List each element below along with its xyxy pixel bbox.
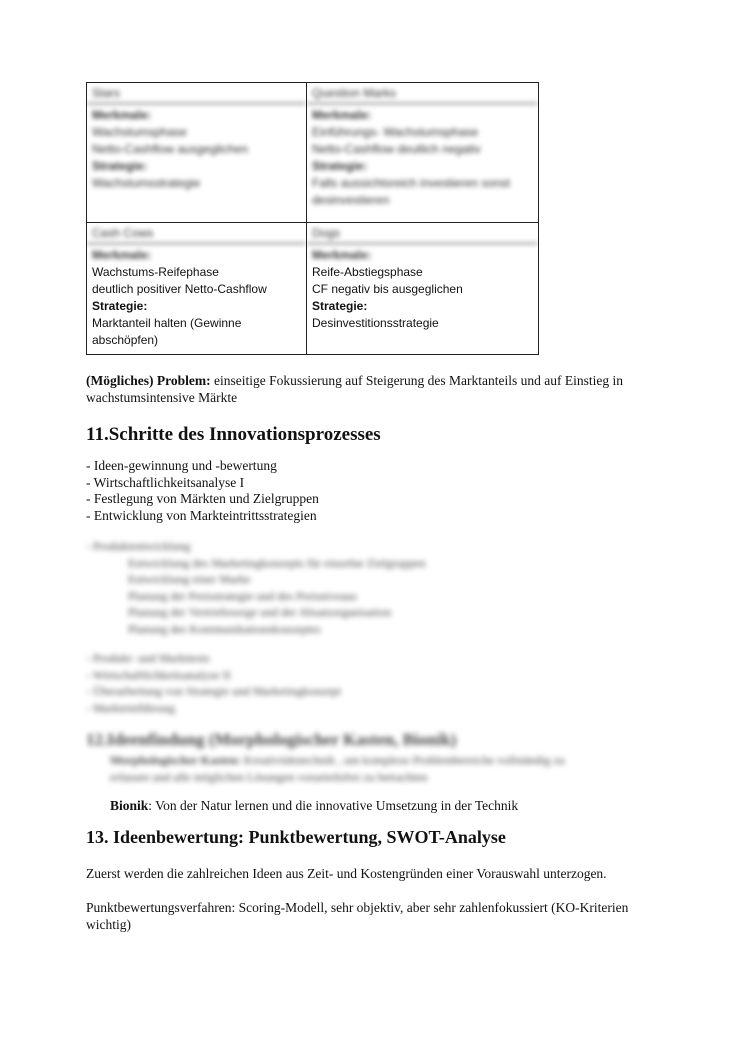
cell-line: deutlich positiver Netto-Cashflow [92,282,267,296]
strategie-label: Strategie: [312,299,368,313]
strategie-label: Strategie: [92,159,148,173]
strategie-label: Strategie: [92,299,148,313]
list-item: - Wirtschaftlichkeitsanalyse I [86,474,245,490]
list-item: - Überarbeitung von Strategie und Marketingkonzept [86,684,341,698]
merkmale-label: Merkmale: [312,108,372,122]
cell-line: CF negativ bis ausgeglichen [312,282,463,296]
innovation-steps-list [86,458,319,524]
cell-line: Wachstumsstrategie [92,176,201,190]
problem-label: (Mögliches) Problem: [86,373,211,388]
paragraph: Zuerst werden die zahlreichen Ideen aus Zeit- und Kostengründen einer Vorauswahl unterzogen. [86,866,607,881]
cell-line: Einführungs- Wachstumsphase [312,125,479,139]
cell-dogs [307,223,538,354]
list-item: - Markteinführung [86,700,175,715]
section-13-heading: 13. Ideenbewertung: Punktbewertung, SWOT-Analyse [86,827,506,847]
morph-paragraph [110,752,710,786]
cell-line: Wachstumsphase [92,125,187,139]
morph-text: Kreativitätstechnik , um komplexe Problembereiche vollständig zu [240,753,565,767]
problem-text-cont: wachstumsintensive Märkte [86,390,238,405]
morph-label: Morphologischer Kasten: [110,753,241,767]
cell-header: Cash Cows [87,223,306,244]
cell-line: desinvestieren [312,193,390,207]
cell-line: Wachstums-Reifephase [92,265,219,279]
morph-text-cont: erfassen und alle möglichen Lösungen vorurteilsfrei zu betrachten [110,770,428,784]
list-item: - Produkt- und Markttests [86,651,210,665]
scoring-text: Punktbewertungsverfahren: Scoring-Modell, sehr objektiv, aber sehr zahlenfokussiert (KO-Kriterien [86,900,629,915]
merkmale-label: Merkmale: [92,248,152,262]
list-item: - Wirtschaftlichkeitsanalyse II [86,667,231,682]
section-11-heading: 11.Schritte des Innovationsprozesses [86,424,381,445]
problem-paragraph [86,372,686,406]
cell-line: Desinvestitionsstrategie [312,316,439,330]
cell-line: Reife-Abstiegsphase [312,265,423,279]
bionik-text: : Von der Natur lernen und die innovative Umsetzung in der Technik [148,798,519,813]
cell-line: Netto-Cashflow deutlich negativ [312,142,481,156]
merkmale-label: Merkmale: [92,108,152,122]
strategie-label: Strategie: [312,159,368,173]
portfolio-table [86,82,539,355]
section-12-heading: 12.Ideenfindung (Morphologischer Kasten, Bionik) [86,730,457,749]
cell-header: Stars [87,83,306,104]
cell-header: Dogs [307,223,538,244]
list-item: Planung der Vertriebswege und der Absatzorganisation [128,605,392,619]
cell-line: Marktanteil halten (Gewinne [92,316,242,330]
merkmale-label: Merkmale: [312,248,372,262]
list-item: Planung der Preisstrategie und des Preisniveaus [128,588,357,603]
list-item: - Entwicklung von Markteintrittsstrategien [86,507,317,523]
paragraph [86,899,696,933]
cell-question-marks [307,83,538,223]
problem-text: einseitige Fokussierung auf Steigerung des Marktanteils und auf Einstieg in [210,373,624,388]
list-item: Entwicklung des Marketingkonzepts für einzelne Zielgruppen [128,555,426,570]
cell-line: Falls aussichtsreich investieren sonst [312,176,511,190]
blurred-list-a [86,538,426,637]
blurred-list-b [86,650,341,716]
cell-cash-cows [87,223,307,354]
cell-line: Netto-Cashflow ausgeglichen [92,142,249,156]
cell-line: abschöpfen) [92,333,159,347]
list-item: - Festlegung von Märkten und Zielgruppen [86,491,319,506]
cell-header: Question Marks [307,83,538,104]
list-item: - Produktentwicklung [86,539,191,553]
list-item: Planung des Kommunikationskonzeptes [128,621,321,636]
bionik-paragraph [110,797,518,814]
cell-stars [87,83,307,223]
scoring-text-cont: wichtig) [86,917,131,932]
list-item: - Ideen-gewinnung und -bewertung [86,458,277,473]
bionik-label: Bionik [110,798,149,813]
list-item: Entwicklung einer Marke [128,572,251,586]
